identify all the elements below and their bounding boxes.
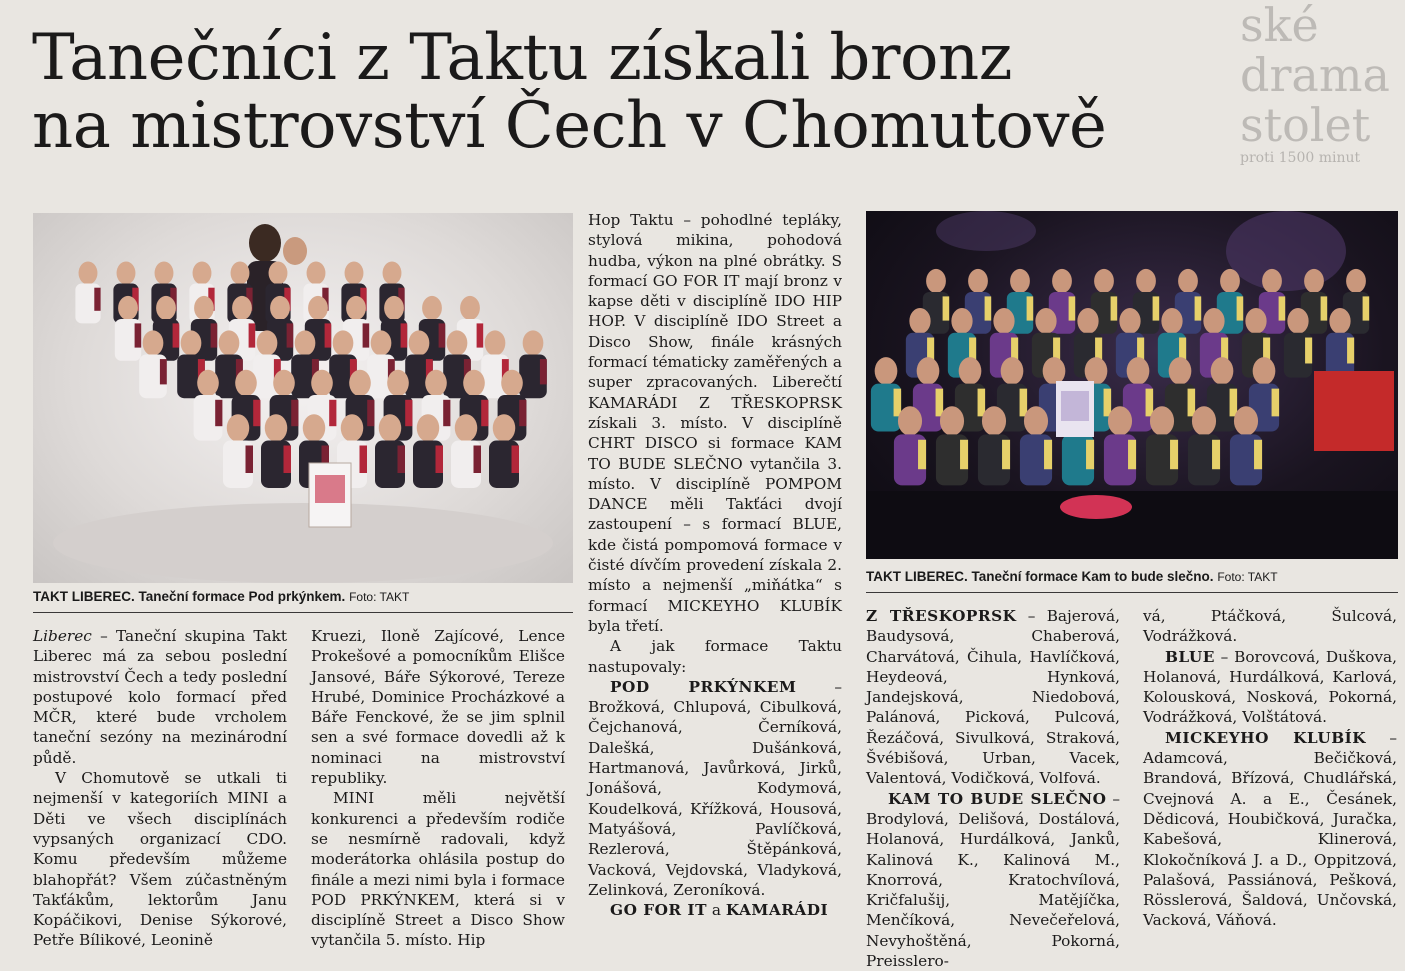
figure-accent bbox=[1279, 296, 1286, 320]
figure-head bbox=[1169, 357, 1192, 385]
bleed-line: stolet bbox=[1240, 98, 1371, 152]
figure-accent bbox=[1188, 389, 1196, 417]
figure-accent bbox=[325, 323, 332, 347]
figure-head bbox=[1220, 269, 1240, 293]
article-column-4 bbox=[866, 606, 1120, 971]
figure-head bbox=[1001, 357, 1024, 385]
figure-head bbox=[194, 296, 214, 320]
figure-head bbox=[1329, 308, 1350, 334]
figure-accent bbox=[405, 400, 412, 426]
figure-accent bbox=[512, 446, 520, 474]
figure-head bbox=[117, 261, 136, 284]
figure-head bbox=[1253, 357, 1276, 385]
figure-head bbox=[463, 370, 485, 396]
figure-accent bbox=[1272, 389, 1280, 417]
figure-head bbox=[493, 414, 516, 442]
paragraph bbox=[588, 677, 842, 900]
figure-accent bbox=[519, 400, 526, 426]
figure-head bbox=[982, 406, 1006, 435]
article-column-1 bbox=[33, 626, 287, 951]
figure-accent bbox=[1002, 440, 1010, 469]
figure-accent bbox=[481, 400, 488, 426]
formation-name: POD PRKÝNKEM bbox=[610, 677, 797, 696]
figure-accent bbox=[1027, 296, 1034, 320]
dateline: Liberec bbox=[33, 627, 92, 645]
divider bbox=[866, 592, 1398, 593]
paragraph bbox=[866, 789, 1120, 971]
figure-accent bbox=[94, 288, 100, 311]
figure-accent bbox=[978, 389, 986, 417]
figure-head bbox=[273, 370, 295, 396]
figure-head bbox=[1211, 357, 1234, 385]
figure-head bbox=[460, 296, 480, 320]
figure-accent bbox=[284, 446, 292, 474]
paragraph bbox=[1143, 647, 1397, 728]
paragraph: Hop Taktu – pohodlné tepláky, stylová mikina, pohodová hudba, výkon na plné obrátky. S formací GO FOR IT mají bronz v kapse děti v disciplíně IDO HIP HOP. V disciplíně IDO Street a Disco Show, finále krásných formací tématicky zaměřených a super zpracovaných. Liberečtí KAMARÁDI Z TŘESKOPRSK získali 3. místo. V disciplíně CHRT DISCO si formace KAM TO BUDE SLEČNO vytančila 3. místo. V disciplíně POMPOM DANCE měli Takťáci dvojí zastoupení – s formací BLUE, kde čistá pompomová formace v čisté dívčím provedení získala 2. místo a nejmenší „miňátka“ s formací MICKEYHO KLUBÍK byla třetí. bbox=[588, 211, 842, 635]
figure-accent bbox=[173, 323, 180, 347]
bleed-small: proti 1500 minut bbox=[1240, 150, 1361, 166]
figure-accent bbox=[1069, 296, 1076, 320]
paragraph bbox=[866, 606, 1120, 789]
figure-head bbox=[1346, 269, 1366, 293]
figure-head bbox=[235, 370, 257, 396]
figure-head bbox=[265, 414, 288, 442]
figure-accent bbox=[1020, 389, 1028, 417]
figure-head bbox=[1052, 269, 1072, 293]
figure-head bbox=[333, 330, 354, 355]
figure-accent bbox=[1195, 296, 1202, 320]
figure-head bbox=[227, 414, 250, 442]
figure-accent bbox=[246, 446, 254, 474]
photo-kam-to-bude-slecno bbox=[866, 211, 1398, 559]
paragraph bbox=[588, 900, 842, 920]
headline-line-2: na mistrovství Čech v Chomutově bbox=[32, 89, 1107, 163]
member-list: – Adamcová, Bečičková, Brandová, Břízová, Chudlářská, Cvejnová A. a E., Česánek, Dědicová, Houbičková, Juračka, Kabešová, Klinerová, Klokočníková J. a D., Oppitzová, Palašová, Passiánová, Pešková, Rösslerová, Šaldová, Unčovská, Vacková, Váňová. bbox=[1143, 728, 1397, 930]
figure-head bbox=[951, 308, 972, 334]
figure-accent bbox=[540, 359, 547, 384]
figure-accent bbox=[1321, 296, 1328, 320]
figure-accent bbox=[398, 446, 406, 474]
figure-accent bbox=[211, 323, 218, 347]
figure-head bbox=[1077, 308, 1098, 334]
figure-head bbox=[349, 370, 371, 396]
figure-head bbox=[345, 261, 364, 284]
figure-accent bbox=[249, 323, 256, 347]
figure-accent bbox=[474, 446, 482, 474]
paragraph: MINI měli největší konkurenci a především rodiče se nesmírně radovali, když moderátorka ohlásila postup do finále a mezi nimi byla i formace POD PRKÝNKEM, která si v disciplíně Street a Disco Show vytančila 5. místo. Hip bbox=[311, 789, 565, 950]
figure-accent bbox=[160, 359, 167, 384]
figure-head bbox=[1136, 269, 1156, 293]
photo-pod-prkynkem bbox=[33, 213, 573, 583]
photo-caption-1 bbox=[33, 589, 573, 605]
figure-head bbox=[232, 296, 252, 320]
paragraph: vá, Ptáčková, Šulcová, Vodrážková. bbox=[1143, 607, 1397, 646]
adjacent-page-bleed bbox=[1240, 0, 1405, 215]
headline-line-1: Tanečníci z Taktu získali bronz bbox=[32, 21, 1012, 95]
figure-accent bbox=[1347, 338, 1354, 364]
figure-head bbox=[501, 370, 523, 396]
figure-accent bbox=[1363, 296, 1370, 320]
figure-accent bbox=[291, 400, 298, 426]
figure-head bbox=[219, 330, 240, 355]
figure-accent bbox=[367, 400, 374, 426]
figure-head bbox=[523, 330, 544, 355]
member-list: – Brožková, Chlupová, Cibulková, Čejchanová, Černíková, Dalešká, Dušánková, Hartmanová, Javůrková, Jirků, Jonášová, Kodymová, Koudelková, Křížková, Housová, Matyášová, Pavlíčková, Rezlerová, Štěpánková, Vacková, Vejdovská, Vladyková, Zelinková, Zeroníková. bbox=[588, 677, 843, 899]
caption-1-text: TAKT LIBEREC. Taneční formace Pod prkýnkem. bbox=[33, 589, 346, 604]
figure-accent bbox=[936, 389, 944, 417]
figure-head bbox=[197, 370, 219, 396]
figure-head bbox=[311, 370, 333, 396]
divider bbox=[33, 612, 573, 613]
formation-name: KAM TO BUDE SLEČNO bbox=[888, 789, 1107, 808]
paragraph: Kruezi, Iloně Zajícové, Lence Prokešové a pomocníkům Elišce Jansové, Báře Sýkorové, Tereze Hrubé, Dominice Procházkové a Báře Fenckové, že se jim splnil sen a své formace dovedli až k nominaci na mistrovství republiky. bbox=[311, 627, 565, 788]
member-list: – Bajerová, Baudysová, Chaberová, Charvátová, Čihula, Havlíčková, Heydeová, Hynková, Jandejsková, Niedobová, Palánová, Picková, Pulcová, Řezáčová, Sivulková, Straková, Švébišová, Urban, Vacek, Valentová, Vodičková, Volfová. bbox=[866, 607, 1120, 788]
figure-accent bbox=[1153, 296, 1160, 320]
figure-accent bbox=[1111, 296, 1118, 320]
figure-accent bbox=[943, 296, 950, 320]
figure-head bbox=[425, 370, 447, 396]
member-list: – Borovcová, Duškova, Holanová, Hurdálková, Karlová, Kolousková, Nosková, Pokorná, Vodrážková, Volštátová. bbox=[1143, 647, 1397, 727]
member-list: – Brodylová, Delišová, Dostálová, Holanová, Hurdálková, Janků, Kalinová K., Kalinová M., Knorrová, Kratochvílová, Kričfalušij, Matějíčka, Menčíková, Nevečeřelová, Nevyhoštěná, Pokorná, Preisslero- bbox=[866, 789, 1120, 971]
figure-head bbox=[485, 330, 506, 355]
paragraph: A jak formace Taktu nastupovaly: bbox=[588, 637, 842, 676]
figure-head bbox=[295, 330, 316, 355]
figure-head bbox=[1262, 269, 1282, 293]
figure-head bbox=[1150, 406, 1174, 435]
figure-head bbox=[959, 357, 982, 385]
figure-head bbox=[1192, 406, 1216, 435]
figure-accent bbox=[1104, 389, 1112, 417]
figure-head bbox=[308, 296, 328, 320]
figure-accent bbox=[1170, 440, 1178, 469]
figure-head bbox=[968, 269, 988, 293]
figure-head bbox=[346, 296, 366, 320]
conjunction: a bbox=[706, 901, 726, 920]
figure-accent bbox=[363, 323, 370, 347]
figure-head bbox=[79, 261, 98, 284]
figure-accent bbox=[436, 446, 444, 474]
figure-accent bbox=[894, 389, 902, 417]
figure-head bbox=[303, 414, 326, 442]
figure-head bbox=[1024, 406, 1048, 435]
caption-2-credit: Foto: TAKT bbox=[1217, 570, 1278, 584]
figure-head bbox=[231, 261, 250, 284]
figure-accent bbox=[1305, 338, 1312, 364]
figure-head bbox=[417, 414, 440, 442]
figure-accent bbox=[1146, 389, 1154, 417]
figure-head bbox=[387, 370, 409, 396]
figure-head bbox=[143, 330, 164, 355]
figure-head bbox=[1119, 308, 1140, 334]
figure-accent bbox=[443, 400, 450, 426]
article-column-3 bbox=[588, 210, 842, 920]
figure-accent bbox=[287, 323, 294, 347]
figure-head bbox=[371, 330, 392, 355]
figure-head bbox=[926, 269, 946, 293]
figure-head bbox=[1287, 308, 1308, 334]
figure-head bbox=[1234, 406, 1258, 435]
figure-head bbox=[257, 330, 278, 355]
caption-1-credit: Foto: TAKT bbox=[349, 590, 410, 604]
paragraph-text: – Taneční skupina Takt Liberec má za sebou poslední mistrovství Čech a tedy poslední postupové kolo formací před MČR, které bude vrcholem taneční sezóny na mezinárodní půdě. bbox=[33, 627, 287, 767]
figure-head bbox=[155, 261, 174, 284]
formation-name: GO FOR IT bbox=[610, 901, 707, 920]
figure-accent bbox=[329, 400, 336, 426]
figure-head bbox=[1094, 269, 1114, 293]
figure-head bbox=[447, 330, 468, 355]
formation-name: BLUE bbox=[1165, 647, 1215, 666]
article-headline bbox=[32, 21, 1262, 163]
photo-caption-2 bbox=[866, 569, 1398, 585]
figure-head bbox=[1010, 269, 1030, 293]
figure-head bbox=[384, 296, 404, 320]
figure-accent bbox=[960, 440, 968, 469]
formation-name: Z TŘESKOPRSK bbox=[866, 607, 1017, 625]
figure-head bbox=[341, 414, 364, 442]
figure-head bbox=[1035, 308, 1056, 334]
figure-accent bbox=[135, 323, 142, 347]
figure-accent bbox=[1237, 296, 1244, 320]
figure-head bbox=[156, 296, 176, 320]
paragraph bbox=[1143, 728, 1397, 931]
figure-head bbox=[1203, 308, 1224, 334]
figure-head bbox=[875, 357, 898, 385]
figure-head bbox=[1304, 269, 1324, 293]
figure-head bbox=[455, 414, 478, 442]
figure-head bbox=[1085, 357, 1108, 385]
figure-head bbox=[898, 406, 922, 435]
formation-name: KAMARÁDI bbox=[725, 901, 829, 920]
figure-accent bbox=[1044, 440, 1052, 469]
figure-accent bbox=[1086, 440, 1094, 469]
figure-accent bbox=[1128, 440, 1136, 469]
paragraph bbox=[33, 626, 287, 768]
figure-head bbox=[1043, 357, 1066, 385]
article-column-2 bbox=[311, 626, 565, 951]
figure-head bbox=[940, 406, 964, 435]
figure-head bbox=[1245, 308, 1266, 334]
caption-2-text: TAKT LIBEREC. Taneční formace Kam to bude slečno. bbox=[866, 569, 1214, 584]
figure-head bbox=[181, 330, 202, 355]
figure-accent bbox=[439, 323, 446, 347]
figure-head bbox=[917, 357, 940, 385]
figure-head bbox=[993, 308, 1014, 334]
figure-head bbox=[409, 330, 430, 355]
figure-head bbox=[1178, 269, 1198, 293]
figure-head bbox=[422, 296, 442, 320]
formation-name: MICKEYHO KLUBÍK bbox=[1165, 728, 1367, 747]
figure-head bbox=[1161, 308, 1182, 334]
figure-head bbox=[383, 261, 402, 284]
figure-accent bbox=[215, 400, 222, 426]
paragraph: V Chomutově se utkali ti nejmenší v kategoriích MINI a Děti ve všech disciplínách vypsaných organizací CDO. Komu především můžeme blahopřát? Všem zúčastněným Takťákům, lektorům Janu Kopáčikovi, Denise Sýkorové, Petře Bílikové, Leonině bbox=[33, 769, 287, 950]
figure-accent bbox=[1230, 389, 1238, 417]
figure-head bbox=[269, 261, 288, 284]
article-column-5 bbox=[1143, 606, 1397, 931]
figure-accent bbox=[1254, 440, 1262, 469]
figure-head bbox=[909, 308, 930, 334]
figure-accent bbox=[985, 296, 992, 320]
figure-head bbox=[307, 261, 326, 284]
figure-accent bbox=[918, 440, 926, 469]
figure-accent bbox=[401, 323, 408, 347]
figure-accent bbox=[253, 400, 260, 426]
figure-head bbox=[118, 296, 138, 320]
figure-accent bbox=[360, 446, 368, 474]
figure-head bbox=[1127, 357, 1150, 385]
figure-head bbox=[193, 261, 212, 284]
figure-head bbox=[379, 414, 402, 442]
bleed-line: ské drama bbox=[1240, 0, 1390, 102]
figure-accent bbox=[477, 323, 484, 347]
figure-accent bbox=[1212, 440, 1220, 469]
figure-head bbox=[270, 296, 290, 320]
figure-head bbox=[1108, 406, 1132, 435]
